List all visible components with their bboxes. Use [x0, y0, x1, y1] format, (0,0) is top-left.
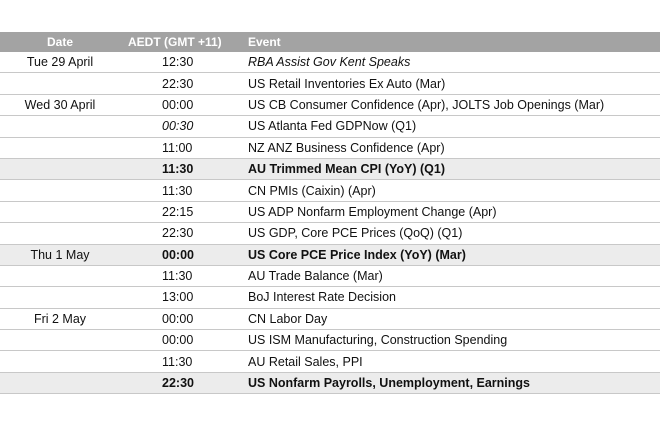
- row-event: US Atlanta Fed GDPNow (Q1): [248, 119, 417, 134]
- row-time: 12:30: [162, 55, 194, 70]
- row-time: 22:30: [162, 76, 194, 91]
- row-time: 00:30: [162, 119, 194, 134]
- row-event: US Nonfarm Payrolls, Unemployment, Earnings: [248, 376, 531, 391]
- table-row: [0, 266, 660, 287]
- row-time: 11:30: [162, 162, 194, 177]
- table-row: [0, 138, 660, 159]
- header-date: Date: [46, 35, 73, 49]
- row-event: AU Trimmed Mean CPI (YoY) (Q1): [248, 162, 446, 177]
- row-event: US ADP Nonfarm Employment Change (Apr): [248, 204, 497, 219]
- row-event: US ISM Manufacturing, Construction Spending: [248, 333, 508, 348]
- row-event: US GDP, Core PCE Prices (QoQ) (Q1): [248, 226, 463, 241]
- table-row: [0, 330, 660, 351]
- row-event: CN Labor Day: [248, 311, 328, 326]
- row-event: CN PMIs (Caixin) (Apr): [248, 183, 376, 198]
- table-row: [0, 180, 660, 201]
- table-row: [0, 202, 660, 223]
- row-time: 11:30: [162, 354, 193, 369]
- row-time: 13:00: [162, 290, 194, 305]
- row-date: Fri 2 May: [33, 311, 87, 326]
- row-time: 00:00: [162, 333, 194, 348]
- table-row: [0, 159, 660, 180]
- row-time: 22:30: [162, 226, 194, 241]
- row-time: 00:00: [162, 97, 194, 112]
- header-event: Event: [248, 35, 281, 49]
- economic-calendar-table: [0, 32, 660, 394]
- table-row: [0, 223, 660, 244]
- row-time: 11:30: [162, 269, 193, 284]
- table-row: [0, 73, 660, 94]
- row-event: RBA Assist Gov Kent Speaks: [248, 55, 411, 70]
- row-event: US Retail Inventories Ex Auto (Mar): [248, 76, 446, 91]
- row-event: US CB Consumer Confidence (Apr), JOLTS Job Openings (Mar): [248, 97, 605, 112]
- table-row: [0, 309, 660, 330]
- row-event: US Core PCE Price Index (YoY) (Mar): [248, 247, 466, 262]
- row-date: Wed 30 April: [24, 97, 96, 112]
- row-event: NZ ANZ Business Confidence (Apr): [248, 140, 445, 155]
- row-time: 22:30: [162, 376, 194, 391]
- row-event: AU Retail Sales, PPI: [248, 354, 363, 369]
- row-time: 00:00: [162, 247, 194, 262]
- row-event: AU Trade Balance (Mar): [248, 269, 383, 284]
- row-time: 22:15: [162, 204, 194, 219]
- table-header: [0, 32, 660, 52]
- table-row: [0, 245, 660, 266]
- table-row: [0, 95, 660, 116]
- row-time: 00:00: [162, 311, 194, 326]
- row-time: 11:00: [162, 140, 193, 155]
- header-time: AEDT (GMT +11): [128, 35, 222, 49]
- row-time: 11:30: [162, 183, 193, 198]
- table-row: [0, 351, 660, 372]
- table-row: [0, 373, 660, 394]
- table-row: [0, 287, 660, 308]
- row-event: BoJ Interest Rate Decision: [248, 290, 396, 305]
- row-date: Tue 29 April: [26, 55, 94, 70]
- table-row: [0, 116, 660, 137]
- row-date: Thu 1 May: [30, 247, 90, 262]
- table-row: [0, 52, 660, 73]
